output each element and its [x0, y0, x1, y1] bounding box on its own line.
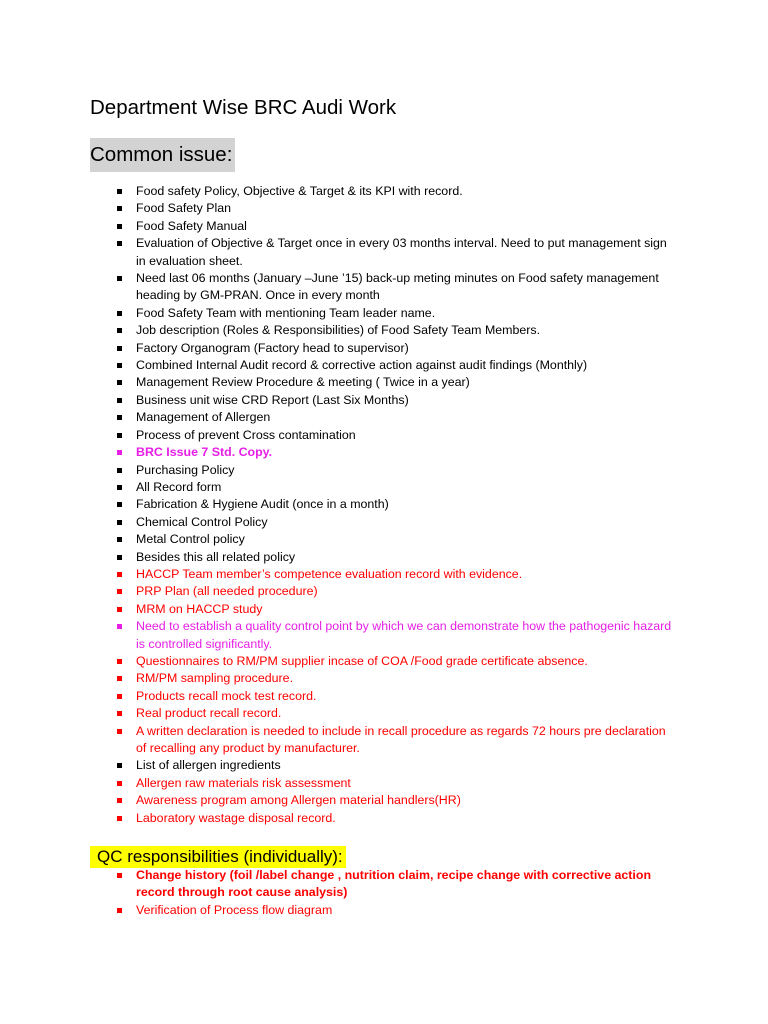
list-item — [114, 775, 674, 792]
list-item-text: Metal Control policy — [136, 532, 245, 547]
list-item-text: Food Safety Plan — [136, 201, 232, 216]
square-bullet-icon — [117, 555, 122, 560]
list-item-text: BRC Issue 7 Std. Copy. — [136, 445, 273, 460]
list-item-text: Evaluation of Objective & Target once in every 03 months interval. Need to put management sign in evaluation sheet. — [136, 236, 667, 268]
list-item — [114, 496, 674, 513]
list-item — [114, 601, 674, 618]
square-bullet-icon — [117, 206, 122, 211]
list-item-text: RM/PM sampling procedure. — [136, 671, 294, 686]
list-item — [114, 670, 674, 687]
square-bullet-icon — [117, 798, 122, 803]
square-bullet-icon — [117, 433, 122, 438]
list-item — [114, 200, 674, 217]
square-bullet-icon — [117, 676, 122, 681]
list-item — [114, 566, 674, 583]
list-item-text: All Record form — [136, 479, 222, 494]
list-item-text: Allergen raw materials risk assessment — [136, 775, 351, 790]
list-item — [114, 792, 674, 809]
qc-responsibilities-heading: QC responsibilities (individually): — [90, 846, 346, 868]
square-bullet-icon — [117, 694, 122, 699]
list-item — [114, 688, 674, 705]
square-bullet-icon — [117, 241, 122, 246]
square-bullet-icon — [117, 729, 122, 734]
list-item — [114, 723, 674, 758]
square-bullet-icon — [117, 572, 122, 577]
list-item — [114, 810, 674, 827]
square-bullet-icon — [117, 537, 122, 542]
list-item — [114, 902, 674, 919]
list-item-text: PRP Plan (all needed procedure) — [136, 584, 318, 599]
list-item — [114, 867, 674, 902]
list-item-text: Process of prevent Cross contamination — [136, 427, 356, 442]
list-item — [114, 340, 674, 357]
square-bullet-icon — [117, 276, 122, 281]
list-item-text: Management of Allergen — [136, 410, 271, 425]
square-bullet-icon — [117, 873, 122, 878]
list-item-text: Factory Organogram (Factory head to supervisor) — [136, 340, 409, 355]
list-item — [114, 427, 674, 444]
square-bullet-icon — [117, 763, 122, 768]
square-bullet-icon — [117, 311, 122, 316]
list-item — [114, 235, 674, 270]
square-bullet-icon — [117, 363, 122, 368]
square-bullet-icon — [117, 502, 122, 507]
square-bullet-icon — [117, 485, 122, 490]
square-bullet-icon — [117, 380, 122, 385]
list-item-text: Awareness program among Allergen material handlers(HR) — [136, 793, 461, 808]
square-bullet-icon — [117, 450, 122, 455]
square-bullet-icon — [117, 711, 122, 716]
list-item-text: Laboratory wastage disposal record. — [136, 810, 336, 825]
list-item — [114, 531, 674, 548]
square-bullet-icon — [117, 189, 122, 194]
list-item-text: Business unit wise CRD Report (Last Six Months) — [136, 392, 409, 407]
document-title: Department Wise BRC Audi Work — [90, 96, 397, 119]
square-bullet-icon — [117, 659, 122, 664]
list-item — [114, 270, 674, 305]
list-item — [114, 444, 674, 461]
list-item-text: Fabrication & Hygiene Audit (once in a month) — [136, 497, 389, 512]
list-item-text: A written declaration is needed to include in recall procedure as regards 72 hours pre declaration of recalling any product by manufacturer. — [136, 723, 666, 755]
list-item — [114, 409, 674, 426]
square-bullet-icon — [117, 415, 122, 420]
list-item — [114, 479, 674, 496]
common-issue-list — [114, 183, 674, 827]
list-item-text: HACCP Team member’s competence evaluation record with evidence. — [136, 566, 523, 581]
common-issue-heading: Common issue: — [90, 138, 235, 172]
list-item — [114, 757, 674, 774]
list-item — [114, 705, 674, 722]
square-bullet-icon — [117, 589, 122, 594]
list-item-text: Chemical Control Policy — [136, 514, 268, 529]
list-item-text: Food safety Policy, Objective & Target & its KPI with record. — [136, 184, 463, 198]
qc-responsibilities-list — [114, 867, 674, 919]
list-item — [114, 549, 674, 566]
list-item — [114, 183, 674, 200]
list-item — [114, 322, 674, 339]
list-item-text: Food Safety Manual — [136, 218, 247, 233]
list-item-text: Questionnaires to RM/PM supplier incase of COA /Food grade certificate absence. — [136, 653, 588, 668]
square-bullet-icon — [117, 468, 122, 473]
list-item-text: Real product recall record. — [136, 706, 282, 721]
list-item-text: Products recall mock test record. — [136, 688, 317, 703]
square-bullet-icon — [117, 607, 122, 612]
list-item-text: Job description (Roles & Responsibilities) of Food Safety Team Members. — [136, 323, 541, 338]
list-item-text: Verification of Process flow diagram — [136, 902, 333, 917]
square-bullet-icon — [117, 781, 122, 786]
square-bullet-icon — [117, 816, 122, 821]
list-item-text: MRM on HACCP study — [136, 601, 263, 616]
list-item — [114, 462, 674, 479]
square-bullet-icon — [117, 346, 122, 351]
list-item-text: Food Safety Team with mentioning Team leader name. — [136, 305, 436, 320]
list-item-text: Besides this all related policy — [136, 549, 296, 564]
list-item — [114, 514, 674, 531]
list-item-text: Purchasing Policy — [136, 462, 235, 477]
list-item — [114, 653, 674, 670]
list-item-text: List of allergen ingredients — [136, 758, 281, 773]
list-item-text: Need to establish a quality control point by which we can demonstrate how the pathogenic hazard is controlled significantly. — [136, 619, 672, 651]
square-bullet-icon — [117, 398, 122, 403]
list-item — [114, 583, 674, 600]
list-item — [114, 305, 674, 322]
list-item — [114, 392, 674, 409]
list-item — [114, 218, 674, 235]
list-item — [114, 618, 674, 653]
list-item-text: Management Review Procedure & meeting ( Twice in a year) — [136, 375, 470, 390]
square-bullet-icon — [117, 908, 122, 913]
list-item-text: Combined Internal Audit record & corrective action against audit findings (Monthly) — [136, 358, 588, 373]
square-bullet-icon — [117, 328, 122, 333]
list-item — [114, 374, 674, 391]
list-item-text: Change history (foil /label change , nutrition claim, recipe change with corrective action record through root cause analysis) — [136, 868, 652, 900]
list-item — [114, 357, 674, 374]
square-bullet-icon — [117, 520, 122, 525]
square-bullet-icon — [117, 224, 122, 229]
list-item-text: Need last 06 months (January –June ’15) back-up meting minutes on Food safety management heading by GM-PRAN. Once in every month — [136, 271, 659, 303]
square-bullet-icon — [117, 624, 122, 629]
